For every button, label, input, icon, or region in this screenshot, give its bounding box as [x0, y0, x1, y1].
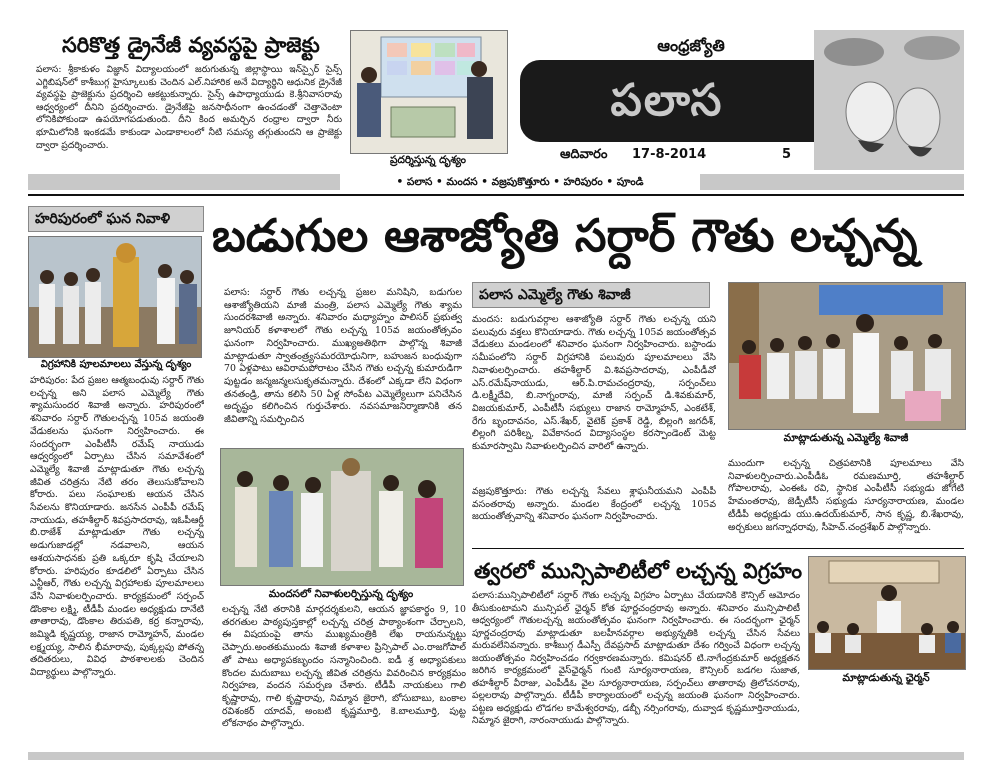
masthead-cashew-photo [814, 30, 964, 170]
chairman-photo [808, 556, 966, 670]
areas-strip: • పలాస • మందస • వజ్రపుకొత్తూరు • హరిపురం • పూండి [340, 174, 700, 190]
vajrapukotturu-body: వజ్రపుకొత్తూరు: గౌతు లచ్చన్న సేవలు శ్లాఘనీయమని ఎంపీపీ వసంతరావు అన్నారు. మండల కేంద్రంలో లచ్చన్న 105వ జయంతోత్సవాన్ని శనివారం ఘనంగా నిర్వహించారు. [472, 486, 716, 523]
haripuram-kicker: హరిపురంలో ఘన నివాళి [28, 206, 204, 232]
mla-right-body: ముందుగా లచ్చన్న చిత్రపటానికి పూలమాలు వేసి నివాళులర్పించారు.ఎంపీడీఓ రమణమూర్తి, తహశీల్దార్ గోపాలరావు, ఎంఈఓ రవి, స్థానిక ఎంపీటీసీ సభ్యుడు జోగేటి హేమంతరావు, జెడ్పీటీసీ సభ్యుడు సూర్యనారాయణ, మండల టీడీపీ అధ్యక్షుడు యు.ఉదయ్‌కుమార్, సాన కృష్ణ, బి.శేఖరావు, అర్చకులు జగన్నాధరావు, సీహెచ్.చంద్రశేఖర్ పాల్గొన్నారు. [728, 458, 964, 533]
top-divider [28, 194, 964, 196]
haripuram-photo [28, 236, 202, 358]
top-story-headline: సరికొత్త డ్రైనేజీ వ్యవస్థపై ప్రాజెక్టు [62, 33, 320, 57]
statue-story-body: పలాస:మున్సిపాలిటీలో సర్దార్ గౌతు లచ్చన్న విగ్రహం ఏర్పాటు చేయడానికి కౌన్సిల్ ఆమోదం తీసుకుంటామని మున్సిపల్ ఛైర్మన్ కోత పూర్ణచంద్రరావు అన్నారు. శనివారం మున్సిపాలిటీ ఆధ్వర్యంలో గౌతులచ్చన్న జయంతోత్సవం ఘనంగా నిర్వహించారు. ఈ సందర్భంగా ఛైర్మన్ పూర్ణచంద్రరావు మాట్లాడుతూ బలహీనవర్గాల అభ్యున్నతికి లచ్చన్న చేసిన సేవలు మరువలేనివన్నారు. కాశీబుగ్గ డీఎస్పీ దేవప్రసాద్ మాట్లాడుతూ దేశం గర్వించే విధంగా లచ్చన్న జయంతోత్సవం నిర్వహించడం గర్వకారణమన్నారు. కమిషనర్ టి.నాగేంద్రకుమార్ అధ్యక్షతన జరిగిన కార్యక్రమంలో వైస్‌ఛైర్మన్ గుంటి సూర్యనారాయణ, కౌన్సిలర్ బడగల సుజాత, తహశీల్దార్ వీరాజు, ఎంపీడీఓ వైల సూర్యనారాయణ, సర్పంచ్‌లు తాతారావు త్రిలోచనరావు, పల్లలరావు పాల్గొన్నారు. టీడీపీ కార్యాలయంలో లచ్చన్న జయంతి ఘనంగా నిర్వహించారు. పట్టణ అధ్యక్షుడు లొడగల కామేశ్వరరావు, డబ్బీ నర్సింగరావు, దువ్వాడ కృష్ణమూర్తినాయుడు, నిమ్మాన జైరాగి, నారంనాయుడు పాల్గొన్నారు. [472, 590, 800, 726]
top-story-body: పలాస: శ్రీకాకుళం విజ్ఞాన్ విద్యాలయంలో జరుగుతున్న జిల్లాస్థాయి ఇన్‌స్పైర్ సైన్స్ ఎగ్జిబిషన్‌లో కాశీబుగ్గ హైస్కూలుకు చెందిన ఎల్.నిహారిక అనే విద్యార్థిని ఆధునిక డ్రైనేజీ వ్యవస్థపై ప్రాజెక్టును ప్రదర్శించి ఆకట్టుకున్నారు. సైన్స్ ఉపాధ్యాయుడు కె.శ్రీనివాసరావు ఆధ్వర్యంలో దీనిని ప్రదర్శించారు. డ్రైనేజీపై జనసాధీనంగా ఉంచడంతో చెత్తావెంటా లోనికిపోకుండా ఉపయోగపడుతుంది. దీని కింద అమర్చిన రంధ్రాల ద్వారా నీరు భూమిలోనికి ఇంకడమే కాకుండా ఎండాకాలంలో నీటి సమస్య తగ్గుతుందని ఆ ప్రాజెక్టు ద్వారా ప్రదర్శించారు. [36, 64, 342, 151]
mandasa-kicker: పలాస ఎమ్మెల్యే గౌతు శివాజీ [472, 282, 710, 308]
masthead-day: ఆదివారం [560, 147, 608, 162]
statue-story-divider [472, 548, 964, 549]
mla-photo [728, 282, 966, 430]
main-story-body-top: పలాస: సర్దార్ గౌతు లచ్చన్న ప్రజల మనిషిని, బడుగుల ఆశాజ్యోతియని మాజీ మంత్రి, పలాస ఎమ్మెల్యే గౌతు శ్యామ సుందరశివాజీ అన్నారు. శనివారం మధ్యాహ్నం పాలిసర్ ప్రభుత్వ జూనియర్ కళాశాలలో గౌతు లచ్చన్న 105వ జయంతోత్సవం ఘనంగా నిర్వహించారు. ముఖ్యఅతిథిగా పాల్గొన్న శివాజీ మాట్లాడుతూ స్వాతంత్ర్యసమరయోధునిగా, బహుజన బంధువుగా 70 ఏళ్లపాటు ఆవిరామపోరాటం చేసిన గౌతు లచ్చన్న కుమారుడిగా పుట్టడం జన్మజన్మలసుకృతమన్నారు. దేశంలో ఎక్కడా లేని విధంగా తనతండ్రి, తాను కలిసి 50 ఏళ్ల సోంపేట ఎమ్మెల్యేలుగా పనిచేసిన అదృష్టం కలిగించిన గుర్తుచేశారు. నవసమాజనిర్మాణానికి తన జీవితాన్ని సమర్పించిన [224, 287, 462, 426]
masthead-dateline [520, 143, 814, 169]
main-story-body-bottom: లచ్చన్న నేటి తరానికి మార్గదర్శకులని, ఆయన జ్ఞాపకార్థం 9, 10 తరగతుల పాఠ్యపుస్తకాల్లో లచ్చన్న చరిత్ర పాఠ్యాంశంగా చేర్చాలని, ఈ విషయంపై తాను ముఖ్యమంత్రికి లేఖ రాయనున్నట్టు చెప్పారు.అంతకుముందు శివాజీ కళాశాల ప్రిన్సిపాల్ ఎం.రాజగోపాల్ తో పాటు అధ్యాపకబృందం సన్మానించింది. ఐడీ శ్ర అధ్యాపకులు కొందల మదుబాబు లచ్చన్న జీవిత చరిత్రను వివరించిన కార్యక్రమం నిర్వహణ, వందన సమర్పణ చేశారు. టీడీపీ నాయకులు గాలి కృష్ణారావు, గాలి కృష్ణారావు, నిమ్మాన జైరాగి, బోసుబాబు, బంకాల రవిశంకర్ యాదవ్, అంబటి కృష్ణమూర్తి, కె.బాలమూర్తి, పుట్ట లోకనాథం పాల్గొన్నారు. [222, 604, 466, 730]
main-story-photo [220, 448, 464, 586]
top-story-photo [350, 30, 508, 154]
masthead-banner [520, 60, 814, 142]
main-headline: బడుగుల ఆశాజ్యోతి సర్దార్ గౌతు లచ్చన్న [212, 209, 918, 262]
mla-photo-caption: మాట్లాడుతున్న ఎమ్మెల్యే శివాజీ [783, 432, 909, 444]
masthead-page-number: 5 [782, 147, 792, 162]
main-story-photo-caption: మందసలో నివాళులర్పిస్తున్న దృశ్యం [268, 588, 414, 600]
mandasa-body: మందస: బడుగువర్గాల ఆశాజ్యోతి సర్దార్ గౌతు లచ్చన్న యని పలువురు వక్తలు కొనియాడారు. గౌతు లచ్చన్న 105వ జయంతోత్సవ వేడుకలు మండలంలో శనివారం ఘనంగా నిర్వహించారు. బస్టాండు సమీపంలోని సర్దార్ విగ్రహానికి పలువురు పూలమాలలు వేసి నివాళులర్పించారు. తహశీల్దార్ వి.శివప్రసాదరావు, ఎంపీడీవో ఎస్.రమేష్‌నాయుడు, ఆర్.పి.రామచంద్రరావు, సర్పంచ్‌లు డి.లక్ష్మీదేవి, బి.నాగ్నంరావు, మాజీ సర్పంచ్ డి.శివకుమార్, విజయకుమార్, ఎంపీటీసీ సభ్యులు రాజాన రామ్మోహన్, ఎంకటేశ్, రేగు బృందావనం, ఎస్.శేఖర్, వైటెక్ ప్రకాశ్ రెడ్డి, బిల్లంగి జగదీశ్, లిల్లంగి పరిశీల్న, వివేకానంద విద్యాసంస్థల కరస్పాండెంట్ మెట్ట కుమారస్వామి నివాళులర్పించిన వారిలో ఉన్నారు. [472, 314, 716, 453]
top-story-photo-caption: ప్రదర్శిస్తున్న దృశ్యం [390, 154, 466, 166]
haripuram-body: హరిపురం: పేద ప్రజల ఆత్మబంధువు సర్దార్ గౌతు లచ్చన్న అని పలాస ఎమ్మెల్యే గౌతు శ్యామసుందర శివాజీ అన్నారు. హరిపురంలో శనివారం సర్దార్ గౌతులచ్చన్న 105వ జయంతి వేడుకలను ఘనంగా నిర్వహించారు. ఈ సందర్భంగా ఎంపీటీసీ రమేష్ నాయుడు ఆధ్వర్యంలో ఏర్పాటు చేసిన సమావేశంలో ఎమ్మెల్యే శివాజీ మాట్లాడుతూ గౌతు లచ్చన్న జీవిత చరిత్రను నేటి తరం తెలుసుకోవాలని కోరారు. పలు సంఘాలకు ఆయన చేసిన సేవలను కొనియాడారు. జనసేన ఎంపీపీ రమేష్ నాయుడు, తహశీల్దార్ శివప్రసాదరావు, ఇఓపీఆర్డీ బి.రాజేశ్ మాట్లాడుతూ గౌతు లచ్చన్న అడుగుజాడల్లో నడవాలని, ఆయన ఆశయసాధనకు ప్రతి ఒక్కరూ కృషి చేయాలని కోరారు. హరిపురం కూడలిలో ఏర్పాటు చేసిన ఎన్టీఆర్, గౌతు లచ్చన్న విగ్రహాలకు పూలమాలలు వేసి నివాళులర్పించారు. కార్యక్రమంలో సర్పంచ్ డొంకాల లక్ష్మి, టీడీపీ మండల అధ్యక్షుడు దానేటి తాతారావు, డొంకాల తిరుపతి, కర్ర కన్నారావు, జమ్మిడి కృష్ణయ్య, రాజాన రామ్మోహన్, మండల లక్ష్మయ్య, సాలిన భీమారావు, పుక్కల్లపు పోతన్న తదితరులు, వివిధ పాఠశాలలకు చెందిన విద్యార్థులు పాల్గొన్నారు. [30, 375, 204, 679]
haripuram-photo-caption: విగ్రహానికి పూలమాలలు వేస్తున్న దృశ్యం [40, 359, 192, 370]
masthead-date: 17-8-2014 [632, 147, 707, 162]
chairman-photo-caption: మాట్లాడుతున్న ఛైర్మన్ [842, 672, 930, 684]
bottom-bar [28, 752, 964, 760]
statue-story-headline: త్వరలో మున్సిపాలిటీలో లచ్చన్న విగ్రహం [474, 559, 803, 583]
masthead-edition-title: పలాస [610, 75, 724, 126]
masthead-brand: ఆంధ్రజ్యోతి [657, 36, 725, 55]
